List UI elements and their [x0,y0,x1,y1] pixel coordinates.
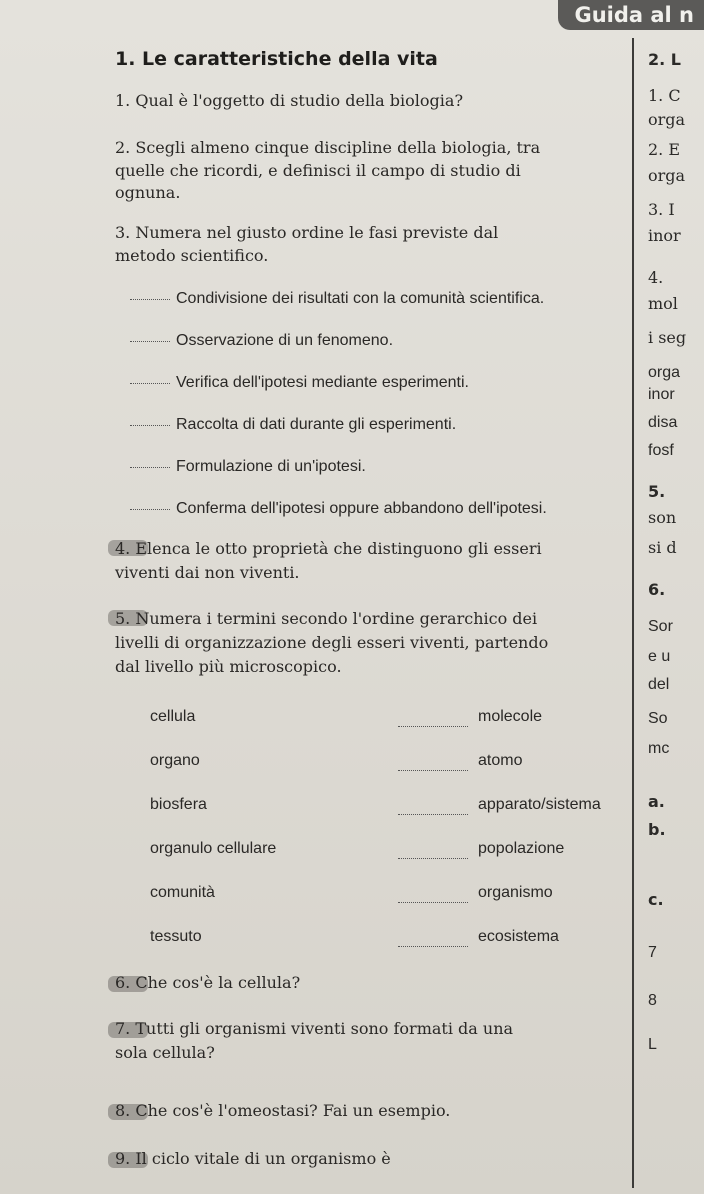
right-column-text: disa [648,414,678,431]
right-column-text: c. [648,890,664,909]
phase-item: Verifica dell'ipotesi mediante esperimenti. [130,374,469,392]
question-text: Tutti gli organismi viventi sono formati da una [135,1019,514,1038]
right-column-text: del [648,676,670,693]
right-column-text: 2. E [648,140,681,159]
answer-blank[interactable] [398,726,468,727]
right-column-text: fosf [648,442,674,459]
question-8 [115,1098,450,1124]
level-term-right: organismo [478,884,553,901]
question-9 [115,1146,391,1172]
level-term-left: tessuto [150,928,202,945]
right-column-text: orga [648,166,686,185]
level-term-left: organo [150,752,200,769]
right-column-text: b. [648,820,666,839]
right-column-text: So [648,710,668,727]
question-number: 9. [115,1149,131,1168]
question-text: Il ciclo vitale di un organismo è [135,1149,391,1168]
right-column-text: 6. [648,580,666,599]
question-number: 2. [115,138,131,157]
phase-item: Raccolta di dati durante gli esperimenti. [130,416,456,434]
question-text: Numera i termini secondo l'ordine gerarchico dei [135,609,538,628]
question-text: Scegli almeno cinque discipline della biologia, tra [135,138,541,157]
question-1 [115,88,463,114]
right-column-text: mol [648,294,678,313]
right-column-text: inor [648,386,675,403]
answer-blank[interactable] [130,341,170,342]
question-number: 6. [115,973,131,992]
answer-blank[interactable] [130,509,170,510]
level-term-right: atomo [478,752,523,769]
answer-blank[interactable] [398,946,468,947]
level-term-right: popolazione [478,840,565,857]
right-column-text: 3. I [648,200,675,219]
question-4-line2: viventi dai non viventi. [115,563,300,582]
right-column-text: si d [648,538,677,557]
question-text: Elenca le otto proprietà che distinguono gli esseri [135,539,542,558]
question-6 [115,970,300,996]
answer-blank[interactable] [130,383,170,384]
question-7 [115,1016,513,1042]
level-term-left: comunità [150,884,215,901]
question-number: 8. [115,1101,131,1120]
question-number: 1. [115,91,131,110]
answer-blank[interactable] [130,467,170,468]
question-4 [115,536,542,562]
right-column-text: orga [648,364,681,381]
question-text: Che cos'è l'omeostasi? Fai un esempio. [135,1101,451,1120]
right-column-text: Sor [648,618,673,635]
column-divider [632,38,634,1188]
right-column-text: mc [648,740,670,757]
question-5-line2: livelli di organizzazione degli esseri viventi, partendo [115,633,549,652]
question-number: 4. [115,539,131,558]
section-title: 1. Le caratteristiche della vita [115,48,438,70]
question-2-line3: ognuna. [115,183,181,202]
question-text: Che cos'è la cellula? [135,973,301,992]
right-column-text: son [648,508,677,527]
level-term-right: ecosistema [478,928,559,945]
question-7-line2: sola cellula? [115,1043,215,1062]
phase-item: Condivisione dei risultati con la comunità scientifica. [130,290,544,308]
level-term-left: biosfera [150,796,207,813]
right-column-text: 1. C [648,86,681,105]
question-text: Qual è l'oggetto di studio della biologia? [135,91,464,110]
right-column-title: 2. L [648,50,681,69]
answer-blank[interactable] [398,902,468,903]
guide-badge: Guida al n [558,0,704,30]
right-column-text: e u [648,648,671,665]
phase-item: Formulazione di un'ipotesi. [130,458,366,476]
right-column-text: inor [648,226,681,245]
right-column-text: 4. [648,268,664,287]
answer-blank[interactable] [130,299,170,300]
right-column-text: 5. [648,482,666,501]
question-3-line2: metodo scientifico. [115,246,269,265]
level-term-left: cellula [150,708,196,725]
question-text: Numera nel giusto ordine le fasi previste dal [135,223,499,242]
question-5-line3: dal livello più microscopico. [115,657,342,676]
answer-blank[interactable] [398,770,468,771]
question-number: 5. [115,609,131,628]
phase-item: Osservazione di un fenomeno. [130,332,393,350]
right-column-text: 7 [648,944,657,961]
question-2-line2: quelle che ricordi, e definisci il campo di studio di [115,161,521,180]
question-5 [115,606,537,632]
answer-blank[interactable] [130,425,170,426]
level-term-right: molecole [478,708,543,725]
question-number: 7. [115,1019,131,1038]
right-column-text: a. [648,792,665,811]
right-column-text: i seg [648,328,687,347]
answer-blank[interactable] [398,858,468,859]
right-column-text: L [648,1036,657,1053]
question-number: 3. [115,223,131,242]
level-term-left: organulo cellulare [150,840,277,857]
right-column-text: 8 [648,992,657,1009]
phase-item: Conferma dell'ipotesi oppure abbandono dell'ipotesi. [130,500,547,518]
right-column-text: orga [648,110,686,129]
level-term-right: apparato/sistema [478,796,601,813]
answer-blank[interactable] [398,814,468,815]
